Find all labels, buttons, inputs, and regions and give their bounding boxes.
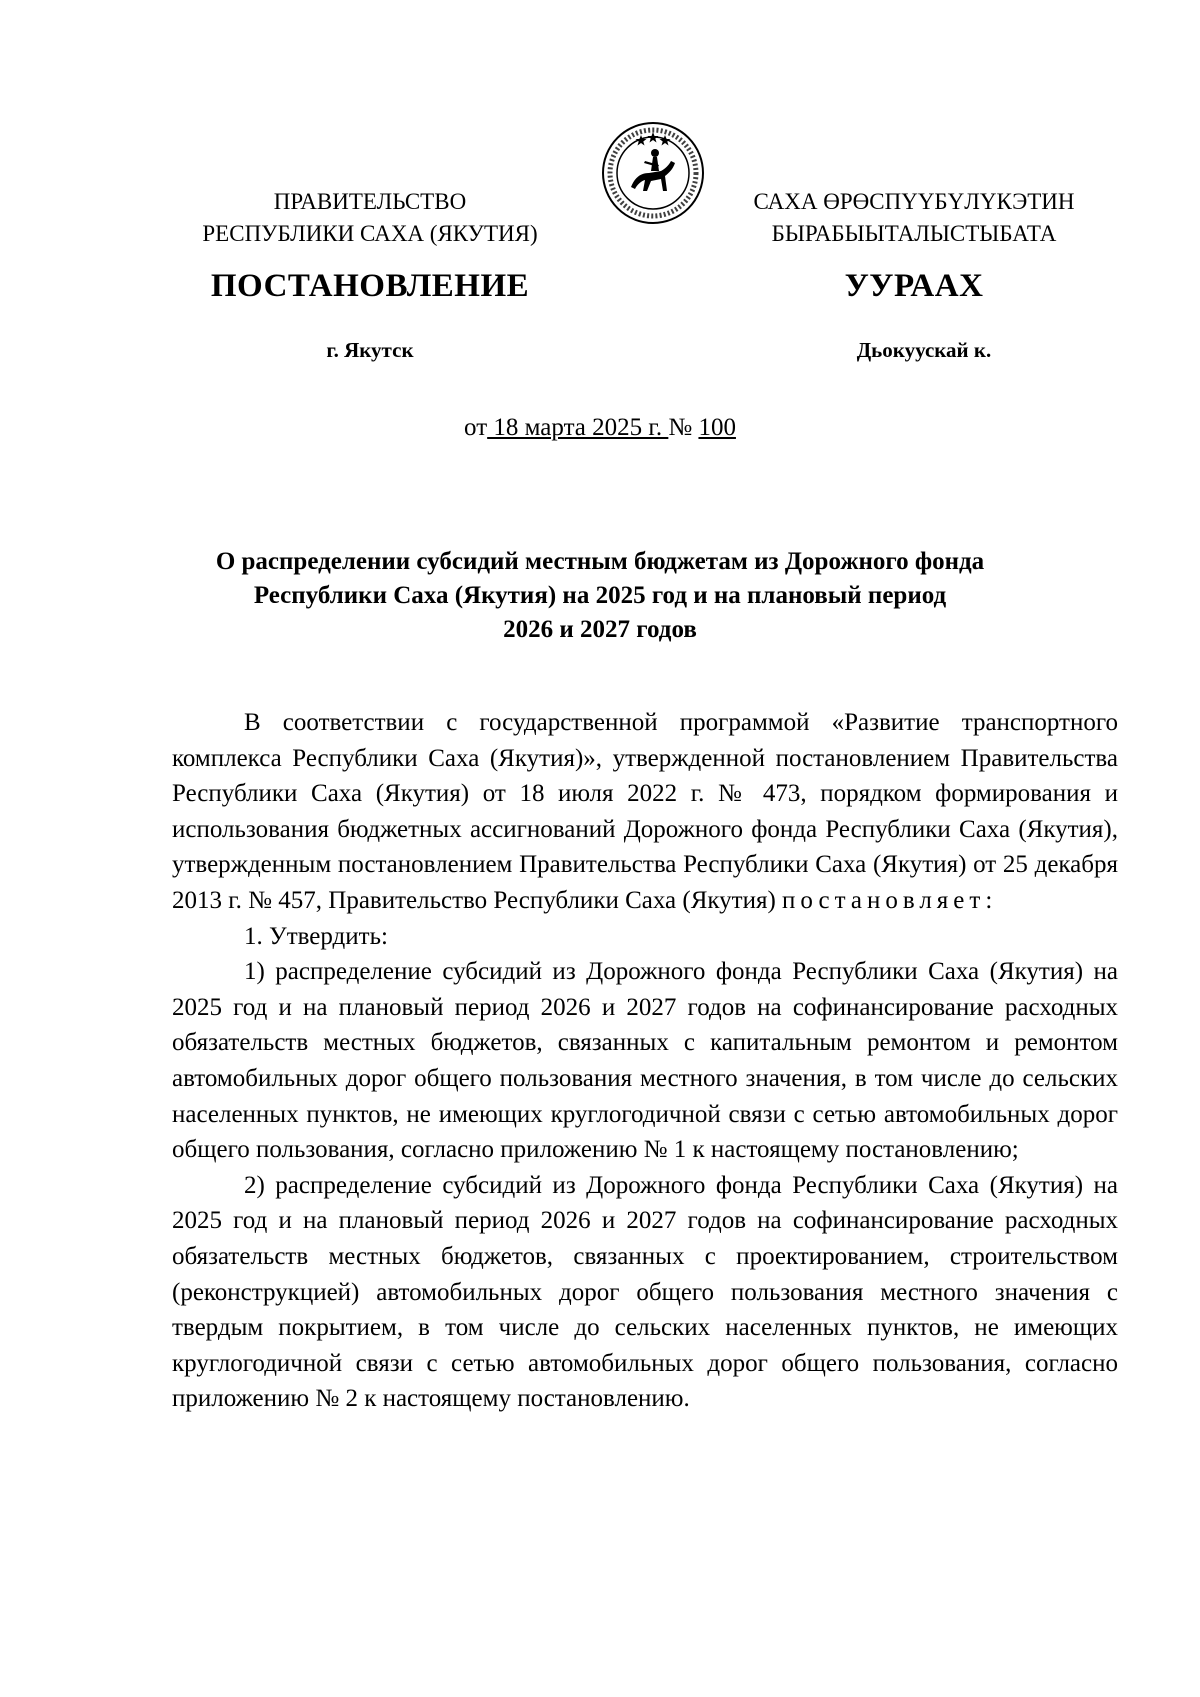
paragraph-item-1: 1) распределение субсидий из Дорожного фонда Республики Саха (Якутия) на 2025 год и на плановый период 2026 и 2027 годов на софинансирование расходных обязательств местных бюджетов, связанных с капитальным ремонтом и ремонтом автомобильных дорог общего пользования местного значения, в том числе до сельских населенных пунктов, не имеющих круглогодичной связи с сетью автомобильных дорог общего пользования, согласно приложению № 1 к настоящему постановлению; bbox=[172, 958, 1118, 1164]
resolves-word: постановляет: bbox=[782, 886, 998, 914]
org-right-line2: БЫРАБЫЫТАЛЫСТЫБАТА bbox=[771, 221, 1057, 246]
title-line1: О распределении субсидий местным бюджетам из Дорожного фонда bbox=[215, 548, 985, 575]
org-name-russian bbox=[170, 186, 570, 250]
preamble-text: В соответствии с государственной программой «Развитие транспортного комплекса Республики Саха (Якутия)», утвержденной постановлением Правительства Республики Саха (Якутия) от 18 июля 2022 г. № 473, порядком формирования и использования бюджетных ассигнований Дорожного фонда Республики Саха (Якутия), утвержденным постановлением Правительства Республики Саха (Якутия) от 25 декабря 2013 г. № 457, Правительство Республики Саха (Якутия) bbox=[172, 709, 1118, 914]
number-sign: № bbox=[668, 414, 693, 441]
city-yakut: Дьокуускай к. bbox=[856, 338, 992, 362]
org-name-yakut bbox=[744, 186, 1084, 250]
date-number-line bbox=[0, 414, 1200, 442]
date-prefix: от bbox=[464, 414, 488, 441]
city-russian: г. Якутск bbox=[326, 338, 414, 362]
document-title bbox=[150, 545, 1050, 647]
document-number: 100 bbox=[698, 414, 736, 441]
org-right-line1: САХА ӨРӨСПҮҮБҮЛҮКЭТИН bbox=[753, 189, 1075, 214]
org-left-line2: РЕСПУБЛИКИ САХА (ЯКУТИЯ) bbox=[202, 221, 538, 246]
doc-type-russian: ПОСТАНОВЛЕНИЕ bbox=[210, 268, 530, 304]
document-body bbox=[172, 705, 1118, 1417]
org-left-line1: ПРАВИТЕЛЬСТВО bbox=[273, 189, 467, 214]
doc-type-yakut: УУРААХ bbox=[844, 268, 984, 304]
title-line2: Республики Саха (Якутия) на 2025 год и на плановый период bbox=[253, 582, 947, 609]
document-date: 18 марта 2025 г. bbox=[487, 414, 669, 441]
paragraph-item-2: 2) распределение субсидий из Дорожного фонда Республики Саха (Якутия) на 2025 год и на плановый период 2026 и 2027 годов на софинансирование расходных обязательств местных бюджетов, связанных с проектированием, строительством (реконструкцией) автомобильных дорог общего пользования местного значения с твердым покрытием, в том числе до сельских населенных пунктов, не имеющих круглогодичной связи с сетью автомобильных дорог общего пользования, согласно приложению № 2 к настоящему постановлению. bbox=[172, 1171, 1118, 1413]
paragraph-approve: 1. Утвердить: bbox=[244, 922, 388, 950]
paragraph-preamble bbox=[172, 705, 1118, 919]
title-line3: 2026 и 2027 годов bbox=[503, 616, 697, 643]
coat-of-arms-icon bbox=[601, 121, 705, 225]
